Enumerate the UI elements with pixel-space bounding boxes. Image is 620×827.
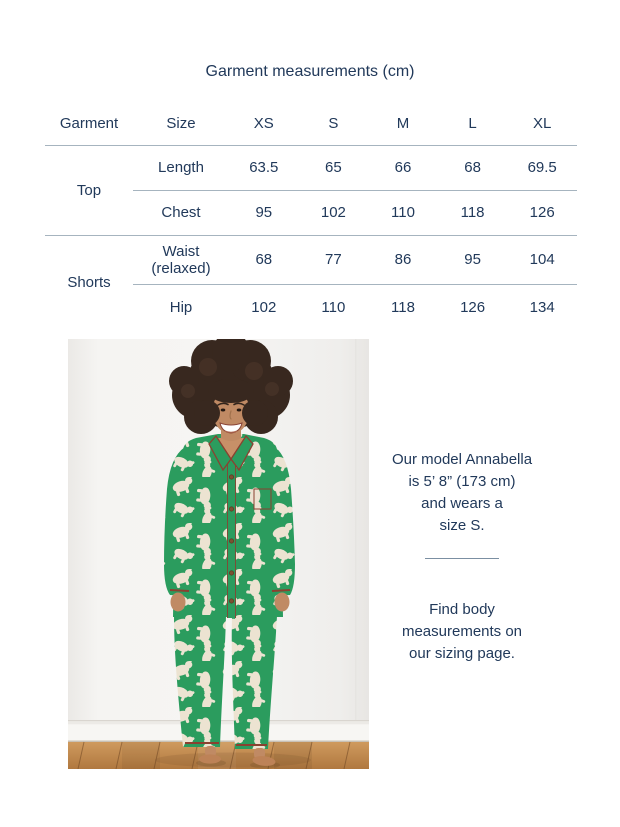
measurement-cell: 118	[391, 298, 415, 316]
model-info-line: Our model Annabella	[391, 451, 533, 468]
measurement-cell: 95	[438, 235, 508, 284]
sizing-note-line: our sizing page.	[409, 645, 515, 662]
measurement-cell: 66	[368, 145, 438, 190]
model-info-line: and wears a	[421, 495, 503, 512]
sizing-note-line: Find body	[429, 601, 495, 618]
size-label-chest: Chest	[133, 190, 229, 235]
measurement-cell: 102	[251, 298, 277, 316]
table-row-length	[45, 145, 577, 190]
col-header-s: S	[299, 103, 369, 145]
garment-measurements-table	[45, 103, 577, 330]
measurement-cell: 110	[321, 298, 346, 316]
divider-line	[425, 558, 499, 559]
product-photo	[68, 339, 369, 769]
measurement-cell: 134	[529, 298, 555, 316]
size-label-waist: Waist (relaxed)	[133, 235, 229, 284]
size-label-hip: Hip	[169, 298, 193, 316]
measurement-cell: 102	[299, 190, 369, 235]
measurement-cell: 65	[299, 145, 369, 190]
model-info-line: is 5’ 8” (173 cm)	[408, 473, 516, 490]
measurement-cell: 69.5	[507, 145, 577, 190]
col-header-size: Size	[133, 103, 229, 145]
col-header-l: L	[438, 103, 508, 145]
garment-label-top: Top	[45, 145, 133, 235]
col-header-xl: XL	[507, 103, 577, 145]
model-photo-illustration	[68, 339, 369, 769]
model-info	[352, 449, 572, 665]
measurement-cell: 86	[368, 235, 438, 284]
garment-label-shorts: Shorts	[67, 274, 111, 292]
measurement-cell: 110	[368, 190, 438, 235]
measurement-cell: 104	[507, 235, 577, 284]
chest-pocket	[254, 489, 271, 509]
page-title: Garment measurements (cm)	[205, 63, 415, 80]
sizing-note-line: measurements on	[401, 623, 523, 640]
model-info-line: size S.	[439, 517, 485, 534]
measurement-cell: 95	[229, 190, 299, 235]
col-header-m: M	[368, 103, 438, 145]
measurement-cell: 68	[438, 145, 508, 190]
measurement-cell: 126	[460, 298, 486, 316]
sizing-note	[352, 599, 572, 665]
table-header-row	[45, 103, 577, 145]
measurement-cell: 77	[299, 235, 369, 284]
measurement-cell: 68	[229, 235, 299, 284]
size-label-length: Length	[133, 145, 229, 190]
col-header-xs: XS	[229, 103, 299, 145]
measurement-cell: 118	[438, 190, 508, 235]
measurement-cell: 63.5	[229, 145, 299, 190]
col-header-garment: Garment	[45, 103, 133, 145]
measurement-cell: 126	[507, 190, 577, 235]
button-placket	[227, 460, 236, 618]
table-row-waist	[45, 235, 577, 284]
